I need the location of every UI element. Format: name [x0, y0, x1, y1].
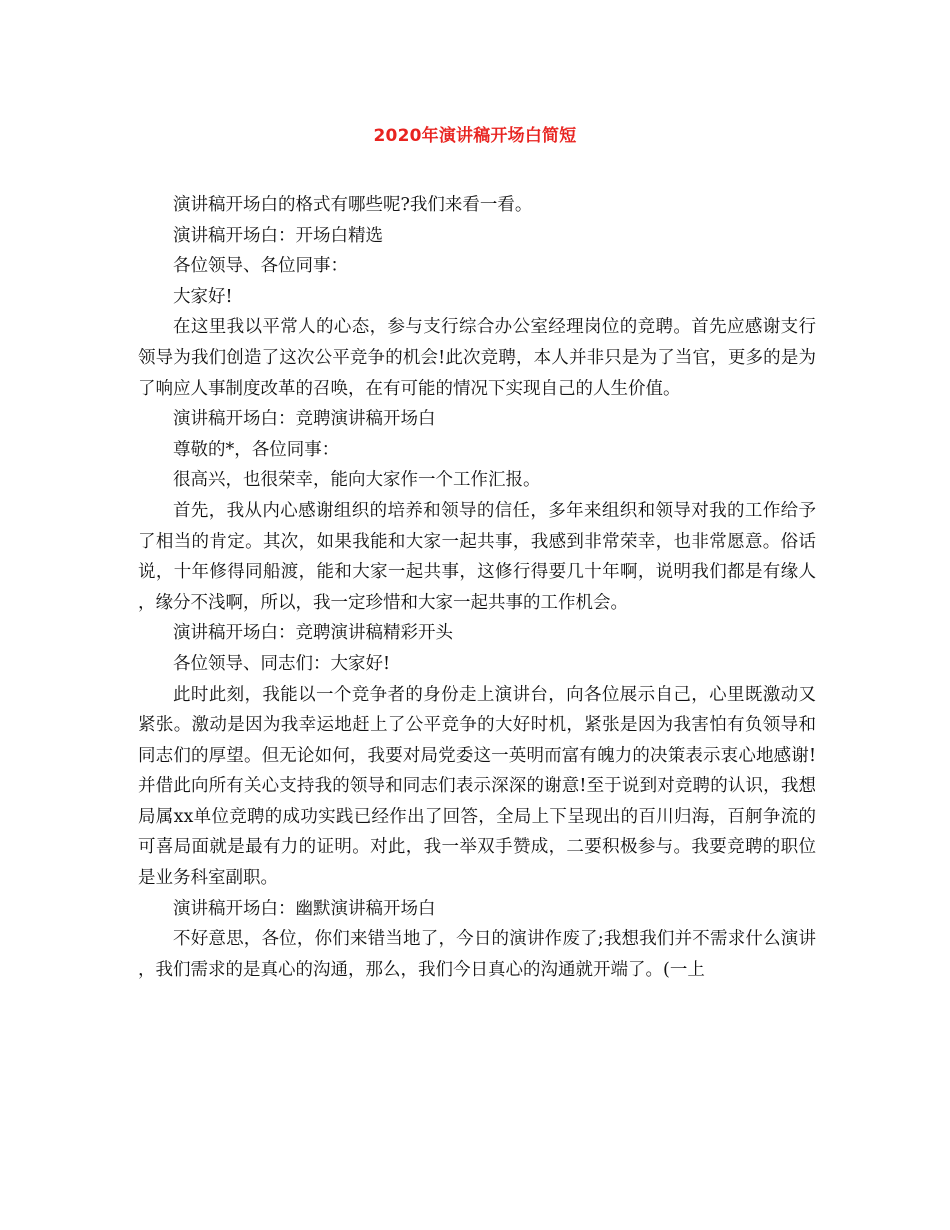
salutation: 各位领导、同志们：大家好! [173, 653, 391, 674]
paragraph: 首先，我从内心感谢组织的培养和领导的信任，多年来组织和领导对我的工作给予了相当的肯定。其次，如果我能和大家一起共事，我感到非常荣幸，也非常愿意。俗话说，十年修得同船渡，能和大家一起共事，这修行得要几十年啊，说明我们都是有缘人，缘分不浅啊，所以，我一定珍惜和大家一起共事的工作机会。 [138, 500, 816, 613]
paragraph: 不好意思，各位，你们来错当地了，今日的演讲作废了;我想我们并不需求什么演讲，我们需求的是真心的沟通，那么，我们今日真心的沟通就开端了。(一上 [138, 929, 816, 980]
section-heading: 演讲稿开场白：开场白精选 [173, 225, 383, 246]
section-heading: 演讲稿开场白：幽默演讲稿开场白 [173, 898, 436, 919]
greeting: 大家好! [173, 286, 233, 307]
salutation: 尊敬的*，各位同事： [173, 439, 340, 460]
section-heading: 演讲稿开场白：竞聘演讲稿精彩开头 [173, 623, 453, 644]
paragraph: 很高兴，也很荣幸，能向大家作一个工作汇报。 [173, 470, 541, 491]
document-title: 2020年演讲稿开场白简短 [373, 126, 577, 146]
section-heading: 演讲稿开场白：竞聘演讲稿开场白 [173, 409, 436, 430]
paragraph: 演讲稿开场白的格式有哪些呢?我们来看一看。 [173, 195, 533, 215]
document-body [138, 190, 816, 985]
salutation: 各位领导、各位同事： [173, 256, 348, 277]
paragraph: 在这里我以平常人的心态，参与支行综合办公室经理岗位的竞聘。首先应感谢支行领导为我们创造了这次公平竞争的机会!此次竞聘，本人并非只是为了当官，更多的是为了响应人事制度改革的召唤，在有可能的情况下实现自己的人生价值。 [138, 317, 816, 399]
paragraph: 此时此刻，我能以一个竞争者的身份走上演讲台，向各位展示自己，心里既激动又紧张。激动是因为我幸运地赶上了公平竞争的大好时机，紧张是因为我害怕有负领导和同志们的厚望。但无论如何，我要对局党委这一英明而富有魄力的决策表示衷心地感谢!并借此向所有关心支持我的领导和同志们表示深深的谢意!至于说到对竞聘的认识，我想局属xx单位竞聘的成功实践已经作出了回答，全局上下呈现出的百川归海，百舸争流的可喜局面就是最有力的证明。对此，我一举双手赞成，二要积极参与。我要竞聘的职位是业务科室副职。 [138, 684, 816, 889]
